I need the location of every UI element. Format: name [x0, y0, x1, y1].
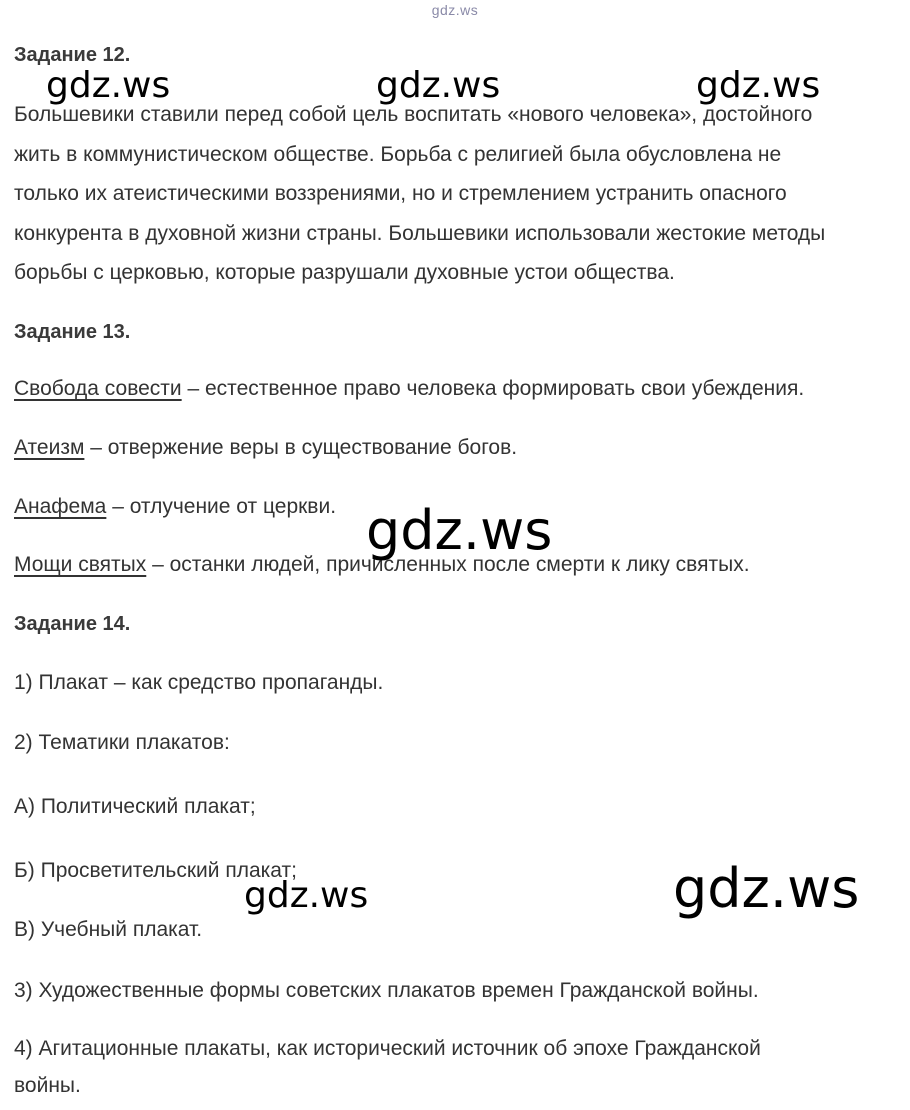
task14-item: Б) Просветительский плакат;	[14, 859, 297, 882]
watermark: gdz.ws	[696, 65, 821, 106]
watermark: gdz.ws	[46, 65, 171, 106]
term-link[interactable]: Мощи святых	[14, 553, 147, 576]
term-definition: – естественное право человека формировать свои убеждения.	[181, 377, 805, 400]
term-link[interactable]: Атеизм	[14, 436, 85, 459]
task14-item: 1) Плакат – как средство пропаганды.	[14, 671, 384, 694]
term-definition: – останки людей, причисленных после смерти к лику святых.	[146, 553, 750, 576]
task14-item: В) Учебный плакат.	[14, 918, 203, 941]
task13-heading: Задание 13.	[14, 321, 131, 343]
task14-item-multiline	[14, 1030, 904, 1104]
term-link[interactable]: Свобода совести	[14, 377, 182, 400]
task12-line: конкурента в духовной жизни страны. Большевики использовали жестокие методы	[14, 221, 826, 245]
term-definition: – отвержение веры в существование богов.	[84, 436, 518, 459]
watermark: gdz.ws	[376, 65, 501, 106]
watermark: gdz.ws	[366, 499, 553, 562]
term-link[interactable]: Анафема	[14, 495, 107, 518]
task14-heading: Задание 14.	[14, 613, 131, 635]
task12-paragraph	[14, 95, 904, 293]
task14-item: 3) Художественные формы советских плакатов времен Гражданской войны.	[14, 979, 759, 1002]
site-watermark-top: gdz.ws	[431, 2, 479, 18]
task12-heading: Задание 12.	[14, 44, 131, 66]
term-definition: – отлучение от церкви.	[106, 495, 337, 518]
task14-item: А) Политический плакат;	[14, 795, 256, 818]
term-row	[14, 436, 904, 460]
watermark: gdz.ws	[673, 857, 860, 920]
task12-line: только их атеистическими воззрениями, но и стремлением устранить опасного	[14, 182, 787, 205]
watermark: gdz.ws	[244, 875, 369, 916]
term-row	[14, 377, 904, 401]
task14-item-line: войны.	[14, 1074, 81, 1097]
task12-line: жить в коммунистическом обществе. Борьба с религией была обусловлена не	[14, 142, 782, 166]
task12-line: борьбы с церковью, которые разрушали духовные устои общества.	[14, 261, 675, 284]
task14-item: 2) Тематики плакатов:	[14, 731, 230, 754]
task12-line: Большевики ставили перед собой цель воспитать «нового человека», достойного	[14, 103, 813, 126]
task14-item-line: 4) Агитационные плакаты, как исторический источник об эпохе Гражданской	[14, 1037, 761, 1060]
